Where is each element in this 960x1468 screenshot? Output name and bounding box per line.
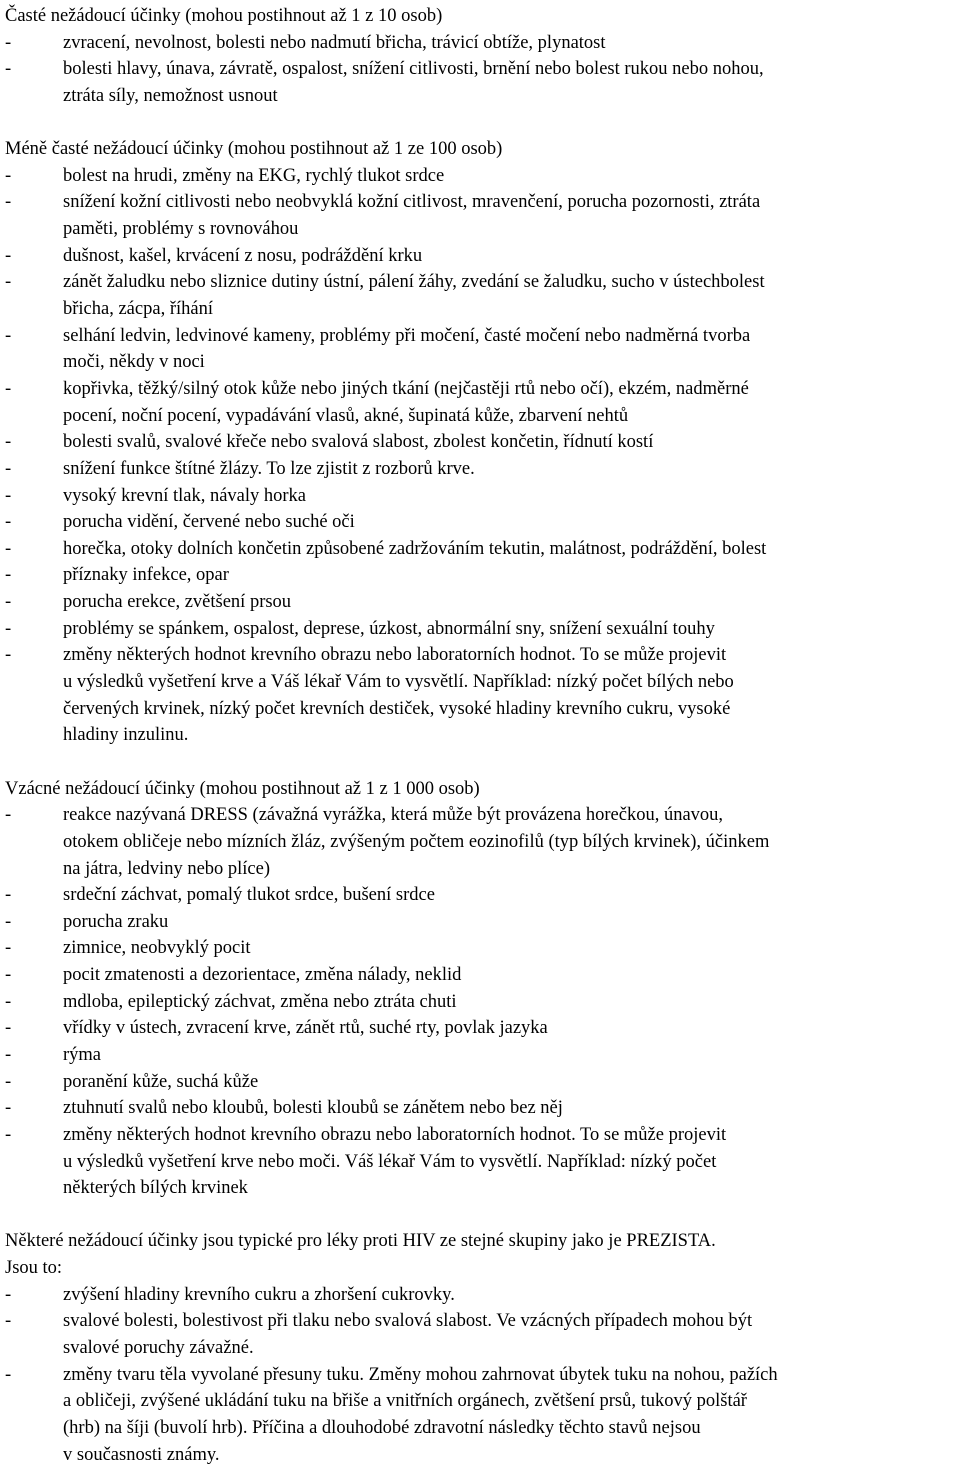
list-item [5,882,960,909]
side-effects-section [5,1228,960,1468]
bullet-dash: - [5,1284,12,1305]
list-item-line [5,1069,960,1096]
paragraph-gap [5,1202,960,1229]
list-item-line [5,1095,960,1122]
list-item-text: pocení, noční pocení, vypadávání vlasů, akné, šupinatá kůže, zbarvení nehtů [63,405,629,426]
list-item [5,243,960,270]
bullet-dash: - [5,512,12,533]
bullet-dash: - [5,805,12,826]
bullet-dash: - [5,272,12,293]
bullet-dash: - [5,1311,12,1332]
section-subheading: Jsou to: [5,1258,63,1279]
list-item [5,1042,960,1069]
list-item-text: kopřivka, těžký/silný otok kůže nebo jiných tkání (nejčastěji rtů nebo očí), ekzém, nadměrné [63,378,749,399]
list-item-line [5,403,960,430]
bullet-dash: - [5,592,12,613]
list-item-line [5,1308,960,1335]
list-item-text: dušnost, kašel, krvácení z nosu, podráždění krku [63,245,423,266]
list-item-line [5,456,960,483]
list-item [5,935,960,962]
list-item-line [5,323,960,350]
list-item [5,642,960,749]
list-item-line [5,1388,960,1415]
list-item-text: bolest na hrudi, změny na EKG, rychlý tlukot srdce [63,165,445,186]
bullet-dash: - [5,911,12,932]
bullet-dash: - [5,1044,12,1065]
list-item [5,376,960,429]
list-item-text: bolesti svalů, svalové křeče nebo svalová slabost, zbolest končetin, řídnutí kostí [63,432,654,453]
list-item-line [5,882,960,909]
section-heading: Časté nežádoucí účinky (mohou postihnout až 1 z 10 osob) [5,6,443,26]
bullet-dash: - [5,458,12,479]
bullet-dash: - [5,192,12,213]
list-item [5,962,960,989]
list-item-text: a obličeji, zvýšené ukládání tuku na břiše a vnitřních orgánech, zvětšení prsů, tukový polštář [63,1391,747,1412]
list-item [5,1015,960,1042]
bullet-dash: - [5,885,12,906]
list-item [5,429,960,456]
list-item-text: zimnice, neobvyklý pocit [63,938,251,959]
list-item [5,163,960,190]
side-effects-section [5,136,960,749]
list-item-text: (hrb) na šíji (buvolí hrb). Příčina a dlouhodobé zdravotní následky těchto stavů nejsou [63,1417,701,1438]
list-item-line [5,829,960,856]
bullet-dash: - [5,432,12,453]
list-item-line [5,722,960,749]
list-item-line [5,1362,960,1389]
list-item-line [5,509,960,536]
list-item [5,509,960,536]
list-item-line [5,696,960,723]
section-heading: Některé nežádoucí účinky jsou typické pro léky proti HIV ze stejné skupiny jako je PREZISTA. [5,1231,716,1252]
list-item-text: červených krvinek, nízký počet krevních destiček, vysoké hladiny krevního cukru, vysoké [63,698,731,719]
section-heading: Vzácné nežádoucí účinky (mohou postihnout až 1 z 1 000 osob) [5,778,480,799]
list-item-text: porucha erekce, zvětšení prsou [63,592,292,613]
list-item-text: reakce nazývaná DRESS (závažná vyrážka, která může být provázena horečkou, únavou, [63,805,724,826]
list-item-text: rýma [63,1044,102,1065]
list-item-text: v současnosti známy. [63,1444,220,1465]
list-item-line [5,1015,960,1042]
list-item [5,1308,960,1361]
list-item-text: bolesti hlavy, únava, závratě, ospalost, snížení citlivosti, brnění nebo bolest rukou nebo nohou, [63,59,764,80]
list-item [5,1095,960,1122]
bullet-dash: - [5,245,12,266]
list-item-line [5,589,960,616]
list-item [5,909,960,936]
side-effects-section [5,3,960,110]
list-item-line [5,1282,960,1309]
bullet-dash: - [5,1124,12,1145]
list-item-text: problémy se spánkem, ospalost, deprese, úzkost, abnormální sny, snížení sexuální touhy [63,618,715,639]
list-item [5,589,960,616]
list-item-line [5,856,960,883]
list-item-text: moči, někdy v noci [63,352,205,373]
list-item [5,483,960,510]
list-item-line [5,669,960,696]
list-item-text: porucha vidění, červené nebo suché oči [63,512,355,533]
list-item-line [5,429,960,456]
list-item [5,1282,960,1309]
list-item [5,802,960,882]
bullet-dash: - [5,938,12,959]
list-item [5,562,960,589]
list-item-text: změny některých hodnot krevního obrazu nebo laboratorních hodnot. To se může projevit [63,1124,727,1145]
list-item-line [5,376,960,403]
list-item-text: změny některých hodnot krevního obrazu nebo laboratorních hodnot. To se může projevit [63,645,727,666]
list-item-text: změny tvaru těla vyvolané přesuny tuku. Změny mohou zahrnovat úbytek tuku na nohou, pažích [63,1364,778,1385]
list-item-text: břicha, zácpa, říhání [63,299,213,320]
list-item-line [5,1335,960,1362]
list-item-line [5,536,960,563]
list-item-text: paměti, problémy s rovnováhou [63,219,299,240]
list-item [5,456,960,483]
list-item-line [5,296,960,323]
list-item-text: u výsledků vyšetření krve a Váš lékař Vám to vysvětlí. Například: nízký počet bílých nebo [63,672,734,693]
list-item [5,536,960,563]
list-item-line [5,56,960,83]
list-item-line [5,30,960,57]
list-item-line [5,935,960,962]
list-item-line [5,616,960,643]
list-item-text: pocit zmatenosti a dezorientace, změna nálady, neklid [63,965,462,986]
bullet-dash: - [5,1364,12,1385]
bullet-dash: - [5,485,12,506]
list-item-line [5,802,960,829]
bullet-dash: - [5,378,12,399]
list-item-line [5,269,960,296]
list-item [5,30,960,57]
bullet-dash: - [5,565,12,586]
bullet-dash: - [5,1098,12,1119]
bullet-dash: - [5,538,12,559]
list-item [5,616,960,643]
list-item-text: vřídky v ústech, zvracení krve, zánět rtů, suché rty, povlak jazyka [63,1018,548,1039]
list-item-line [5,349,960,376]
list-item-text: vysoký krevní tlak, návaly horka [63,485,307,506]
list-item-text: poranění kůže, suchá kůže [63,1071,259,1092]
bullet-dash: - [5,1071,12,1092]
list-item-text: některých bílých krvinek [63,1178,248,1199]
list-item-text: ztuhnutí svalů nebo kloubů, bolesti kloubů se zánětem nebo bez něj [63,1098,563,1119]
list-item-text: horečka, otoky dolních končetin způsobené zadržováním tekutin, malátnost, podráždění, bolest [63,538,767,559]
list-item-text: porucha zraku [63,911,169,932]
list-item-text: otokem obličeje nebo mízních žláz, zvýšeným počtem eozinofilů (typ bílých krvinek), účinkem [63,831,770,852]
bullet-dash: - [5,645,12,666]
list-item-line [5,1122,960,1149]
list-item-text: ztráta síly, nemožnost usnout [63,85,278,106]
list-item-text: zvracení, nevolnost, bolesti nebo nadmutí břicha, trávicí obtíže, plynatost [63,32,606,53]
bullet-dash: - [5,618,12,639]
list-item [5,1069,960,1096]
bullet-dash: - [5,32,12,53]
side-effects-section [5,776,960,1202]
list-item-line [5,243,960,270]
list-item-text: selhání ledvin, ledvinové kameny, problémy při močení, časté močení nebo nadměrná tvorba [63,325,751,346]
list-item-text: příznaky infekce, opar [63,565,229,586]
bullet-dash: - [5,59,12,80]
list-item-line [5,189,960,216]
list-item-text: srdeční záchvat, pomalý tlukot srdce, bušení srdce [63,885,435,906]
list-item-line [5,642,960,669]
list-item-line [5,562,960,589]
list-item-text: hladiny inzulinu. [63,725,189,746]
bullet-dash: - [5,965,12,986]
bullet-dash: - [5,165,12,186]
paragraph-gap [5,110,960,137]
list-item [5,989,960,1016]
list-item-line [5,962,960,989]
list-item-line [5,909,960,936]
list-item [5,189,960,242]
list-item [5,56,960,109]
list-item-line [5,1442,960,1468]
list-item-text: snížení kožní citlivosti nebo neobvyklá kožní citlivost, mravenčení, porucha pozornosti, ztráta [63,192,761,213]
list-item-text: u výsledků vyšetření krve nebo moči. Váš lékař Vám to vysvětlí. Například: nízký počet [63,1151,717,1172]
list-item-text: svalové poruchy závažné. [63,1338,254,1359]
list-item-line [5,1042,960,1069]
list-item-line [5,989,960,1016]
list-item-line [5,1149,960,1176]
list-item-line [5,1175,960,1202]
list-item [5,269,960,322]
section-heading: Méně časté nežádoucí účinky (mohou postihnout až 1 ze 100 osob) [5,139,503,160]
bullet-dash: - [5,1018,12,1039]
list-item-line [5,83,960,110]
list-item [5,1122,960,1202]
bullet-dash: - [5,325,12,346]
list-item-text: zvýšení hladiny krevního cukru a zhoršení cukrovky. [63,1284,455,1305]
list-item-line [5,216,960,243]
bullet-dash: - [5,991,12,1012]
list-item-line [5,163,960,190]
list-item-text: svalové bolesti, bolestivost při tlaku nebo svalová slabost. Ve vzácných případech mohou být [63,1311,753,1332]
list-item-text: snížení funkce štítné žlázy. To lze zjistit z rozborů krve. [63,458,475,479]
list-item-line [5,483,960,510]
list-item-line [5,1415,960,1442]
list-item [5,323,960,376]
list-item-text: zánět žaludku nebo sliznice dutiny ústní, pálení žáhy, zvedání se žaludku, sucho v ústechbolest [63,272,765,293]
list-item-text: na játra, ledviny nebo plíce) [63,858,271,879]
list-item [5,1362,960,1468]
paragraph-gap [5,749,960,776]
list-item-text: mdloba, epileptický záchvat, změna nebo ztráta chuti [63,991,457,1012]
